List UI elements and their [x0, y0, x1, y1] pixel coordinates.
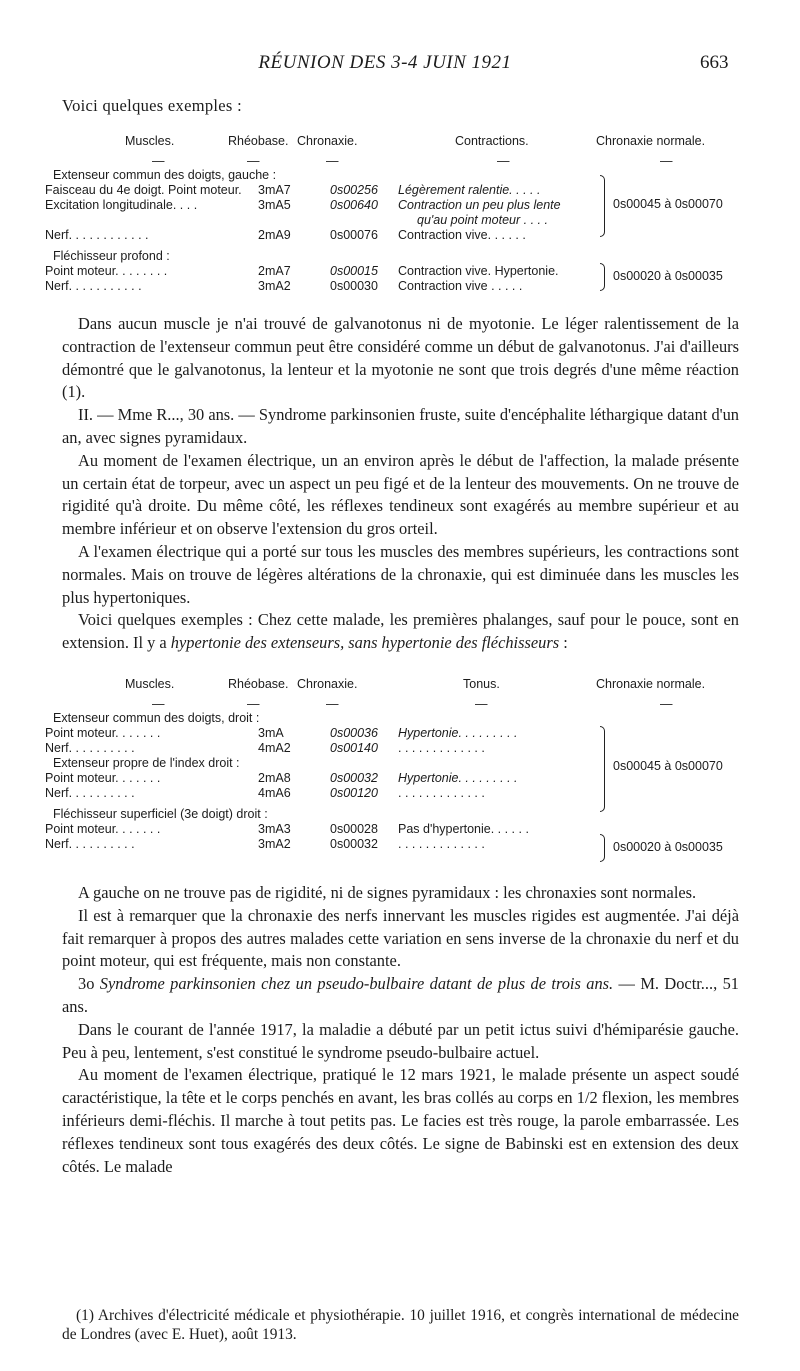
table-row: Nerf. . . . . . . . . . 3mA2 0s00032 . . . . . . . . . . . . . — [45, 837, 485, 851]
case-heading: 3o Syndrome parkinsonien chez un pseudo-bulbaire datant de plus de trois ans. — M. Doctr..., 51 ans. — [62, 974, 739, 1016]
brace-3 — [600, 726, 605, 812]
table-row: Nerf. . . . . . . . . . . . 2mA9 0s00076 Contraction vive. . . . . . — [45, 228, 526, 242]
paragraph: A l'examen électrique qui a porté sur tous les muscles des membres supérieurs, les contractions sont normales. Mais on trouve de légères altérations de la chronaxie, qui est diminuée dans les muscles les plus hypertoniques. — [62, 541, 739, 607]
paragraph: Dans aucun muscle je n'ai trouvé de galvanotonus ni de myotonie. Le léger ralentissement de la contraction de l'extenseur commun peut être considéré comme un début de galvanotonus. J'ai d'ailleurs démontré que le galvanotonus, la lenteur et la myotonie ne sont que trois degrés d'une même réaction (1). — [62, 314, 739, 402]
table-row: Point moteur. . . . . . . 2mA8 0s00032 Hypertonie. . . . . . . . . — [45, 771, 518, 785]
body-text-2 — [62, 882, 739, 1178]
table-row: Nerf. . . . . . . . . . 4mA2 0s00140 . . . . . . . . . . . . . — [45, 741, 485, 755]
table-2-dashes: — — — — — — [152, 697, 673, 711]
paragraph: Il est à remarquer que la chronaxie des nerfs innervant les muscles rigides est augmentée. J'ai déjà fait remarquer à propos des autres malades cette variation en sens inverse de la chronaxie du nerf et du point moteur, qui est fréquente, mais non constante. — [62, 905, 739, 971]
col-chronaxie: Chronaxie. — [297, 134, 358, 148]
body-text-1 — [62, 313, 739, 655]
normal-range-3: 0s00045 à 0s00070 — [613, 759, 723, 773]
normal-range-2: 0s00020 à 0s00035 — [613, 269, 723, 283]
table-2-group-3: Fléchisseur superficiel (3e doigt) droit : — [53, 807, 268, 821]
col-muscles: Muscles. — [125, 677, 175, 691]
paragraph: II. — Mme R..., 30 ans. — Syndrome parkinsonien fruste, suite d'encéphalite léthargique datant d'un an, avec signes pyramidaux. — [62, 405, 739, 447]
col-muscles: Muscles. — [125, 134, 175, 148]
table-1-header — [45, 134, 740, 154]
table-row: Faisceau du 4e doigt. Point moteur. 3mA7 0s00256 Légèrement ralentie. . . . . — [45, 183, 541, 197]
footnote: (1) Archives d'électricité médicale et physiothérapie. 10 juillet 1916, et congrès international de médecine de Londres (avec E. Huet), août 1913. — [62, 1307, 739, 1343]
running-header-title: RÉUNION DES 3-4 JUIN 1921 — [258, 52, 512, 73]
normal-range-4: 0s00020 à 0s00035 — [613, 840, 723, 854]
paragraph: Dans le courant de l'année 1917, la maladie a débuté par un petit ictus suivi d'hémiparésie gauche. Peu à peu, lentement, s'est constitué le syndrome pseudo-bulbaire actuel. — [62, 1019, 739, 1062]
table-2-group-2: Extenseur propre de l'index droit : — [53, 756, 240, 770]
col-chronaxie-normale: Chronaxie normale. — [596, 677, 706, 691]
table-2-group-1: Extenseur commun des doigts, droit : — [53, 711, 260, 725]
table-row: Point moteur. . . . . . . 3mA 0s00036 Hypertonie. . . . . . . . . — [45, 726, 518, 740]
brace-1 — [600, 175, 605, 237]
page-number: 663 — [700, 52, 729, 73]
paragraph: Au moment de l'examen électrique, un an environ après le début de l'affection, la malade présente un certain état de torpeur, avec un aspect un peu figé et de la lenteur des mouvements. On ne trouve de rigidité qu'à droite. Du même côté, les réflexes tendineux sont exagérés au membre supérieur et au membre inférieur et on observe l'extension du gros orteil. — [62, 450, 739, 539]
paragraph: Au moment de l'examen électrique, pratiqué le 12 mars 1921, le malade présente un aspect soudé caractéristique, la tête et le corps penchés en avant, les bras collés au corps en 1/2 flexion, les membres inférieurs demi-fléchis. Il marche à tout petits pas. Le facies est très rouge, la parole embarrassée. Les réflexes tendineux sont tous exagérés des deux côtés. Le signe de Babinski est en extension des deux côtés. Le malade — [62, 1065, 739, 1176]
paragraph: A gauche on ne trouve pas de rigidité, ni de signes pyramidaux : les chronaxies sont normales. — [78, 883, 697, 902]
table-2 — [45, 677, 740, 852]
table-row: qu'au point moteur . . . . — [417, 213, 548, 227]
col-chronaxie: Chronaxie. — [297, 677, 358, 691]
table-1-group-1: Extenseur commun des doigts, gauche : — [53, 168, 277, 182]
intro-line: Voici quelques exemples : — [62, 96, 242, 115]
col-contractions: Contractions. — [455, 134, 529, 148]
paragraph: Voici quelques exemples : Chez cette malade, les premières phalanges, sauf pour le pouce, sont en extension. Il y a hypertonie des extenseurs, sans hypertonie des fléchisseurs : — [62, 610, 739, 653]
col-chronaxie-normale: Chronaxie normale. — [596, 134, 706, 148]
table-row: Excitation longitudinale. . . . 3mA5 0s00640 Contraction un peu plus lente — [45, 198, 561, 212]
table-row: Point moteur. . . . . . . . 2mA7 0s00015 Contraction vive. Hypertonie. — [45, 264, 559, 278]
table-1-group-2: Fléchisseur profond : — [53, 249, 170, 263]
table-2-header — [45, 677, 740, 697]
table-row: Point moteur. . . . . . . 3mA3 0s00028 Pas d'hypertonie. . . . . . — [45, 822, 529, 836]
table-1-dashes: — — — — — — [152, 154, 673, 168]
brace-2 — [600, 263, 605, 291]
normal-range-1: 0s00045 à 0s00070 — [613, 197, 723, 211]
table-row: Nerf. . . . . . . . . . 4mA6 0s00120 . . . . . . . . . . . . . — [45, 786, 485, 800]
col-rheobase: Rhéobase. — [228, 134, 289, 148]
table-row: Nerf. . . . . . . . . . . 3mA2 0s00030 Contraction vive . . . . . — [45, 279, 523, 293]
col-rheobase: Rhéobase. — [228, 677, 289, 691]
col-tonus: Tonus. — [463, 677, 500, 691]
brace-4 — [600, 834, 605, 862]
table-1 — [45, 134, 740, 294]
